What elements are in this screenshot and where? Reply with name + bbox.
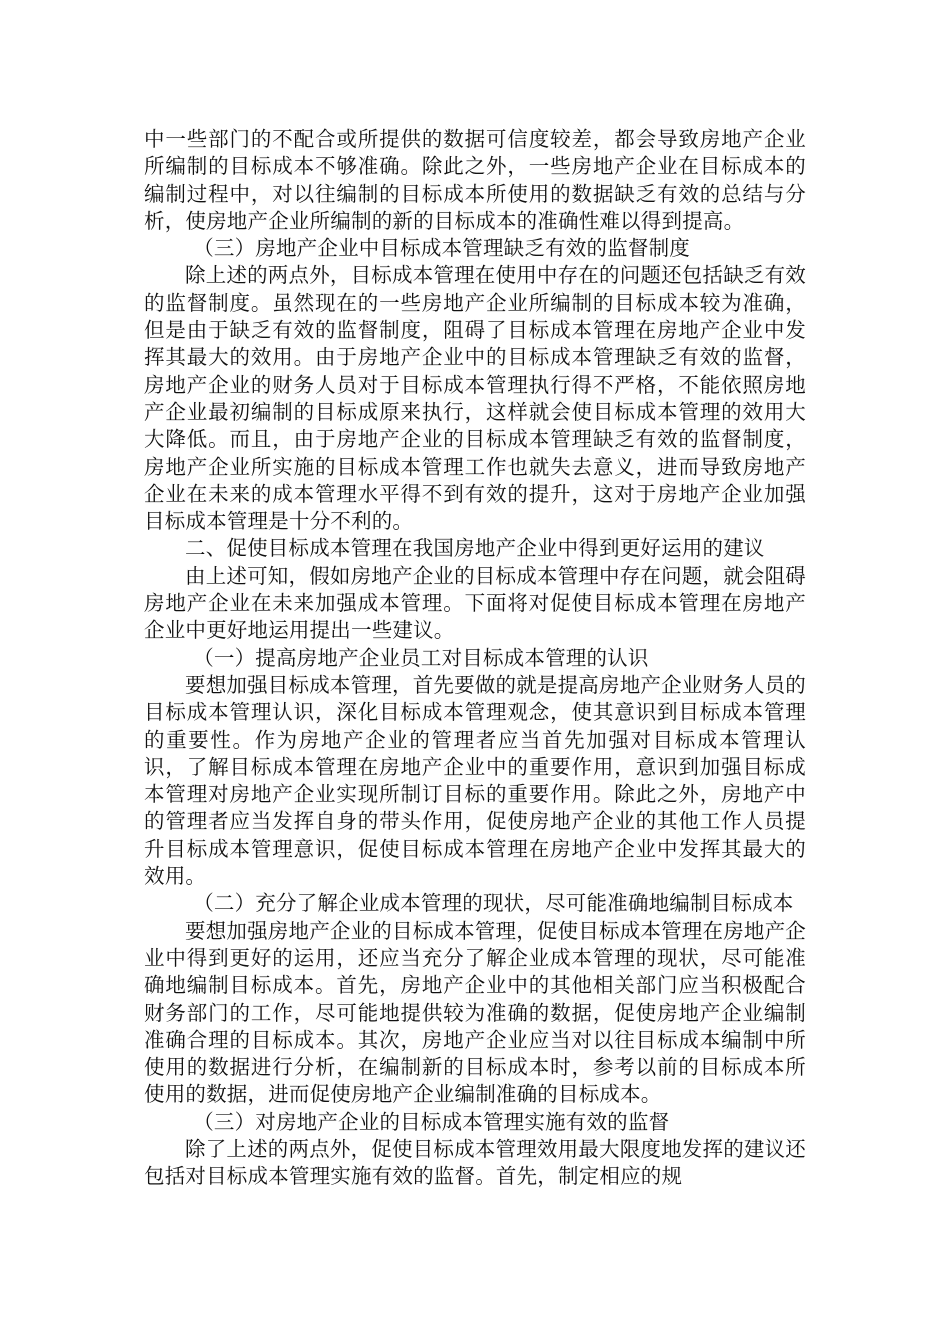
document-body [144, 126, 806, 1191]
section-heading-suggestions: 二、促使目标成本管理在我国房地产企业中得到更好运用的建议 [185, 536, 765, 561]
subheading-accurate-budgeting: （二）充分了解企业成本管理的现状，尽可能准确地编制目标成本 [193, 891, 794, 916]
paragraph-awareness: 要想加强目标成本管理，首先要做的就是提高房地产企业财务人员的目标成本管理认识，深化目标成本管理观念，使其意识到目标成本管理的重要性。作为房地产企业的管理者应当首先加强对目标成本管理认识，了解目标成本管理在房地产企业中的重要作用，意识到加强目标成本管理对房地产企业实现所制订目标的重要作用。除此之外，房地产中的管理者应当发挥自身的带头作用，促使房地产企业的其他工作人员提升目标成本管理意识，促使目标成本管理在房地产企业中发挥其最大的效用。 [144, 672, 806, 889]
paragraph-effective-supervision: 除了上述的两点外，促使目标成本管理效用最大限度地发挥的建议还包括对目标成本管理实施有效的监督。首先，制定相应的规 [144, 1136, 806, 1189]
paragraph-accurate-budgeting: 要想加强房地产企业的目标成本管理，促使目标成本管理在房地产企业中得到更好的运用，还应当充分了解企业成本管理的现状，尽可能准确地编制目标成本。首先，房地产企业中的其他相关部门应当积极配合财务部门的工作，尽可能地提供较为准确的数据，促使房地产企业编制准确合理的目标成本。其次，房地产企业应当对以往目标成本编制中所使用的数据进行分析，在编制新的目标成本时，参考以前的目标成本所使用的数据，进而促使房地产企业编制准确的目标成本。 [144, 918, 806, 1107]
paragraph-suggestions-intro: 由上述可知，假如房地产企业的目标成本管理中存在问题，就会阻碍房地产企业在未来加强成本管理。下面将对促使目标成本管理在房地产企业中更好地运用提出一些建议。 [144, 563, 806, 643]
subheading-supervision-problem: （三）房地产企业中目标成本管理缺乏有效的监督制度 [193, 236, 690, 261]
subheading-effective-supervision: （三）对房地产企业的目标成本管理实施有效的监督 [193, 1109, 670, 1134]
paragraph-continued: 中一些部门的不配合或所提供的数据可信度较差，都会导致房地产企业所编制的目标成本不够准确。除此之外，一些房地产企业在目标成本的编制过程中，对以往编制的目标成本所使用的数据缺乏有效的总结与分析，使房地产企业所编制的新的目标成本的准确性难以得到提高。 [144, 127, 806, 233]
subheading-awareness: （一）提高房地产企业员工对目标成本管理的认识 [193, 645, 649, 670]
paragraph-supervision-problem: 除上述的两点外，目标成本管理在使用中存在的问题还包括缺乏有效的监督制度。虽然现在的一些房地产企业所编制的目标成本较为准确，但是由于缺乏有效的监督制度，阻碍了目标成本管理在房地产企业中发挥其最大的效用。由于房地产企业中的目标成本管理缺乏有效的监督，房地产企业的财务人员对于目标成本管理执行得不严格，不能依照房地产企业最初编制的目标成原来执行，这样就会使目标成本管理的效用大大降低。而且，由于房地产企业的目标成本管理缺乏有效的监督制度，房地产企业所实施的目标成本管理工作也就失去意义，进而导致房地产企业在未来的成本管理水平得不到有效的提升，这对于房地产企业加强目标成本管理是十分不利的。 [144, 263, 806, 534]
